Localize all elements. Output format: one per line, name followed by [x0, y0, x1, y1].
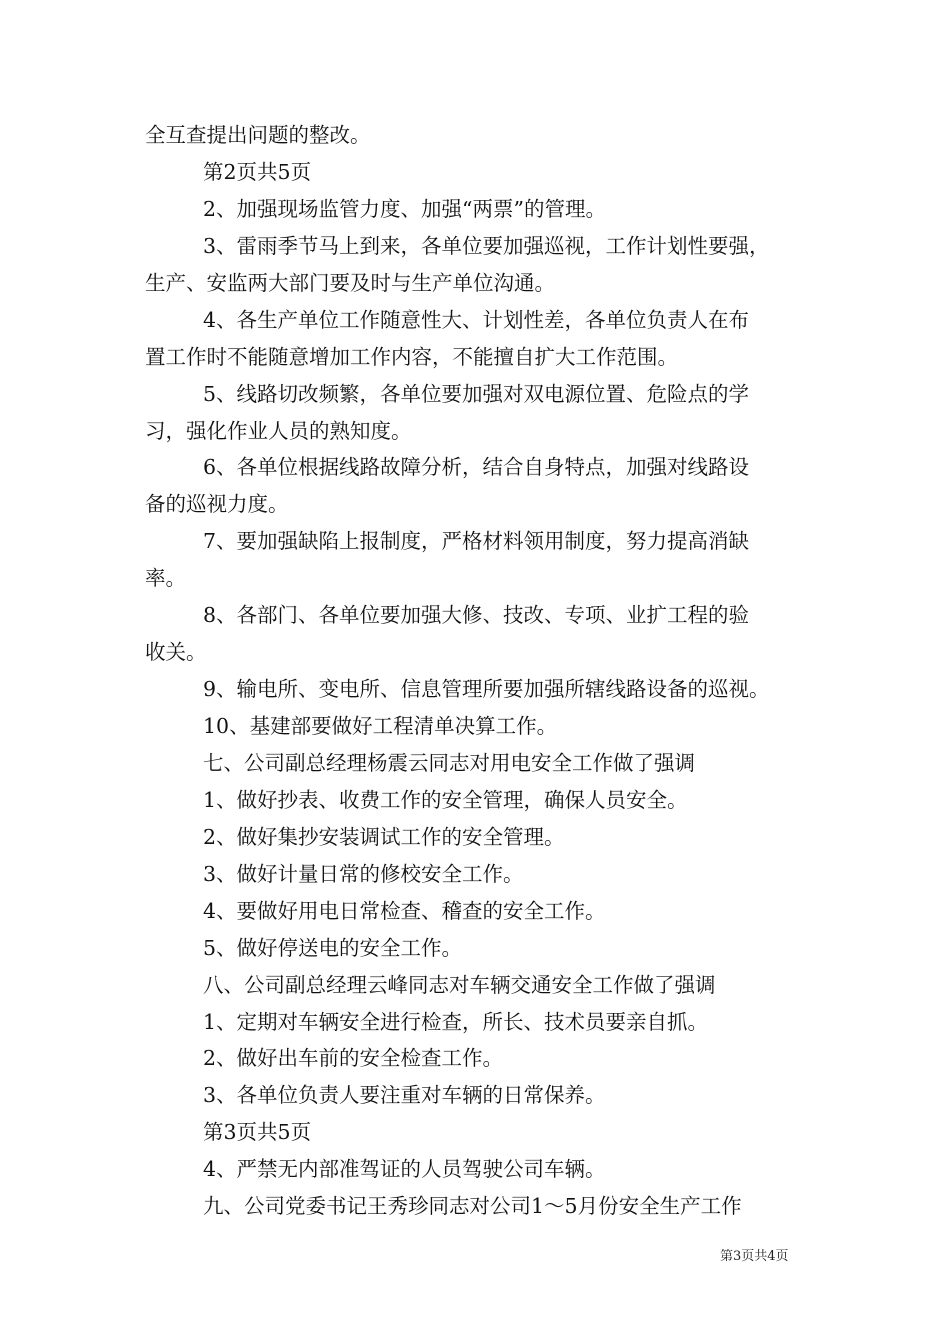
text-line: 置工作时不能随意增加工作内容，不能擅自扩大工作范围。: [145, 344, 678, 369]
text-line: 第2页共5页: [203, 159, 312, 184]
text-line: 8、各部门、各单位要加强大修、技改、专项、业扩工程的验: [203, 603, 750, 628]
text-line: 3、雷雨季节马上到来，各单位要加强巡视，工作计划性要强，: [203, 233, 770, 258]
text-line: 七、公司副总经理杨震云同志对用电安全工作做了强调: [203, 750, 695, 775]
text-line: 1、定期对车辆安全进行检查，所长、技术员要亲自抓。: [203, 1009, 709, 1034]
body-text: [145, 117, 817, 1225]
text-line: 九、公司党委书记王秀珍同志对公司1～5月份安全生产工作: [203, 1194, 742, 1219]
text-line: 第3页共5页: [203, 1120, 312, 1145]
text-line: 4、各生产单位工作随意性大、计划性差，各单位负责人在布: [203, 307, 750, 332]
text-line: 八、公司副总经理云峰同志对车辆交通安全工作做了强调: [203, 972, 716, 997]
text-line: 2、加强现场监管力度、加强“两票”的管理。: [203, 196, 607, 221]
page-footer: 第3页共4页: [720, 1249, 789, 1264]
text-line: 4、严禁无内部准驾证的人员驾驶公司车辆。: [203, 1157, 606, 1182]
text-line: 4、要做好用电日常检查、稽查的安全工作。: [203, 898, 606, 923]
text-line: 6、各单位根据线路故障分析，结合自身特点，加强对线路设: [203, 455, 750, 480]
text-line: 收关。: [145, 640, 207, 665]
text-line: 全互查提出问题的整改。: [145, 123, 371, 147]
text-line: 7、要加强缺陷上报制度，严格材料领用制度，努力提高消缺: [203, 529, 750, 554]
text-line: 5、做好停送电的安全工作。: [203, 935, 463, 960]
text-line: 习，强化作业人员的熟知度。: [145, 418, 412, 443]
text-line: 5、线路切改频繁，各单位要加强对双电源位置、危险点的学: [203, 381, 750, 406]
text-line: 生产、安监两大部门要及时与生产单位沟通。: [145, 270, 555, 295]
text-line: 3、做好计量日常的修校安全工作。: [203, 861, 524, 886]
text-line: 备的巡视力度。: [145, 492, 289, 517]
text-line: 1、做好抄表、收费工作的安全管理，确保人员安全。: [203, 787, 688, 812]
text-line: 9、输电所、变电所、信息管理所要加强所辖线路设备的巡视。: [203, 677, 770, 702]
text-line: 2、做好出车前的安全检查工作。: [203, 1046, 504, 1071]
text-line: 2、做好集抄安装调试工作的安全管理。: [203, 824, 565, 849]
text-line: 3、各单位负责人要注重对车辆的日常保养。: [203, 1083, 606, 1108]
text-line: 率。: [145, 566, 186, 591]
text-line: 10、基建部要做好工程清单决算工作。: [203, 714, 558, 738]
